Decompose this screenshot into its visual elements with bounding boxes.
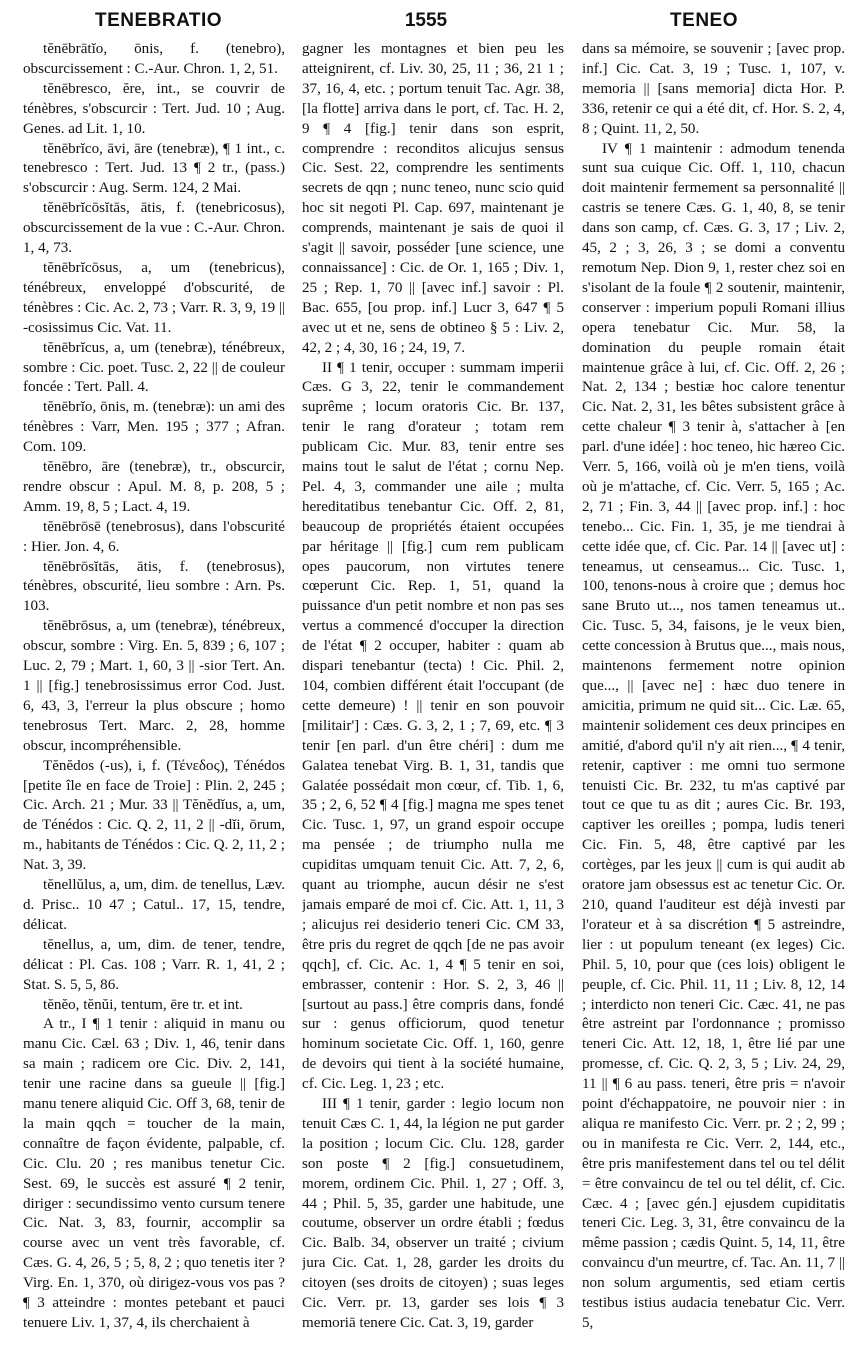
teneo-section-i-continued: gagner les montagnes et bien peu les atteignirent, cf. Liv. 30, 25, 11 ; 36, 21 1 ; 37, 16, 4, etc. ; portum tenuit Tac. Agr. 38, [la flotte] arriva dans le port, cf. Tac. H. 2, 9 ¶ 4 [fig.] tenir dans son esprit, comprendre : reconditos alicujus sensus Cic. Sest. 22, comprendre les sentiments secrets de qqn ; nunc teneo, nunc scio quid hoc sit negoti Pl. Cap. 697, maintenant je comprends, maintenant je sais de quoi il s'agit || savoir, posséder [une science, une connaissance] : Cic. de Or. 1, 165 ; Div. 1, 25 ; Rep. 1, 70 || [avec inf.] savoir : Pl. Bac. 655, [ou prop. inf.] Lucr 3, 647 ¶ 5 avec ut et ne, sens de obtineo § 5 : Liv. 2, 42, 2 ; 4, 30, 16 ; 24, 19, 7. — [302, 41, 564, 356]
entry-teneo: tĕnĕo, tĕnŭi, tentum, ēre tr. et int. — [43, 996, 243, 1013]
column-2 — [302, 40, 564, 1350]
entry-tenedos: Tĕnĕdos (-us), i, f. (Τένεδος), Ténédos [petite île en face de Troie] : Plin. 2, 245 ; Cic. Arch. 21 ; Mur. 33 || Tĕnĕdĭus, a, um, de Ténédos : Cic. Q. 2, 11, 2 || -dĭi, ōrum, m., habitants de Ténédos : Cic. Q. 2, 11, 2 ; Nat. 3, 39. — [23, 757, 285, 874]
entry-tenebrio: tĕnēbrĭo, ōnis, m. (tenebræ): un ami des ténèbres : Varr, Men. 195 ; 377 ; Afran. Com. 109. — [23, 399, 285, 456]
teneo-section-a-i: A tr., I ¶ 1 tenir : aliquid in manu ou manu Cic. Cæl. 63 ; Div. 1, 46, tenir dans sa main ; radicem ore Cic. Div. 2, 141, tenir une racine dans sa gueule || [fig.] manu tenere aliquid Cic. Off 3, 68, tenir de la main qqch = toucher de la main, connaître de façon évidente, palpable, cf. Cic. Clu. 20 ; res manibus tenetur Cic. Sest. 69, le succès est assuré ¶ 2 tenir, diriger : secundissimo vento cursum tenere Cic. Nat. 3, 83, fournir, accomplir sa course avec un vent très favorable, cf. Cæs. G. 4, 26, 5 ; 5, 8, 2 ; quo tenetis iter ? Virg. En. 1, 370, où dirigez-vous vos pas ? ¶ 3 atteindre : montes petebant et pauci tenuere Liv. 1, 37, 4, ils cherchaient à — [23, 1016, 285, 1331]
page-number: 1555 — [404, 10, 448, 31]
entry-tenebro: tĕnēbro, āre (tenebræ), tr., obscurcir, rendre obscur : Apul. M. 8, p. 208, 5 ; Amm. 19, 8, 5 ; Lact. 4, 19. — [23, 459, 285, 515]
entry-tenebrositas: tĕnēbrōsĭtās, ātis, f. (tenebrosus), ténèbres, obscurité, lieu sombre : Arn. Ps. 103. — [23, 558, 285, 615]
left-running-headword: TENEBRATIO — [95, 10, 223, 31]
entry-tenebrosus: tĕnēbrōsus, a, um (tenebræ), ténébreux, obscur, sombre : Virg. En. 5, 839 ; 6, 107 ; Luc. 2, 79 ; Mart. 1, 60, 3 || -sior Tert. An. 1 || [fig.] tenebrosissimus error Cod. Just. 6, 43, 3, l'erreur la plus obscure ; homo tenebrosus Tert. Marc. 2, 28, homme obscur, incompréhensible. — [23, 618, 285, 754]
column-3 — [582, 40, 845, 1350]
entry-tenellus: tĕnellus, a, um, dim. de tener, tendre, délicat : Pl. Cas. 108 ; Varr. R. 1, 41, 2 ; Stat. S. 5, 5, 86. — [23, 936, 285, 993]
entry-tenebratio: tĕnēbrātĭo, ōnis, f. (tenebro), obscurcissement : C.-Aur. Chron. 1, 2, 51. — [23, 41, 285, 77]
entry-tenebricositas: tĕnēbrĭcōsĭtās, ātis, f. (tenebricosus), obscurcissement de la vue : C.-Aur. Chron. 1, 4, 73. — [23, 200, 285, 257]
teneo-section-iii-continued: dans sa mémoire, se souvenir ; [avec prop. inf.] Cic. Cat. 3, 19 ; Tusc. 1, 107, v. memoria || [sans memoria] dicta Hor. P. 336, retenir ce qui a été dit, cf. Hor. S. 2, 4, 8 ; Quint. 11, 2, 50. — [582, 41, 845, 137]
entry-tenebrose: tĕnēbrōsē (tenebrosus), dans l'obscurité : Hier. Jon. 4, 6. — [23, 518, 285, 555]
page-header — [0, 6, 850, 34]
teneo-section-iii: III ¶ 1 tenir, garder : legio locum non tenuit Cæs C. 1, 44, la légion ne put garder la position ; locum Cic. Clu. 128, garder son poste ¶ 2 [fig.] consuetudinem, morem, ordinem Cic. Phil. 1, 27 ; Off. 3, 44 ; Phil. 5, 35, garder une habitude, une coutume, observer un ordre établi ; fœdus Cic. Balb. 34, observer un traité ; civium jura Cic. Cat. 1, 28, garder les droits du citoyen (ses droits de citoyen) ; suas leges Cic. Verr. pr. 13, garder ses lois ¶ 3 memoriā tenere Cic. Cat. 3, 19, garder — [302, 1096, 564, 1331]
entry-tenebresco: tĕnēbresco, ĕre, int., se couvrir de ténèbres, s'obscurcir : Tert. Jud. 10 ; Aug. Genes. ad Lit. 1, 10. — [23, 80, 285, 137]
entry-tenebricosus: tĕnēbrĭcōsus, a, um (tenebricus), ténébreux, enveloppé d'obscurité, de ténèbres : Cic. Ac. 2, 73 ; Varr. R. 3, 9, 19 || -cosissimus Cic. Vat. 11. — [23, 259, 285, 336]
teneo-section-iv: IV ¶ 1 maintenir : admodum tenenda sunt sua cuique Cic. Off. 1, 110, chacun doit maintenir fermement sa personnalité || castris se tenere Cæs. G. 1, 40, 8, se tenir dans son camp, cf. Cæs. G. 3, 17 ; Liv. 2, 45, 2 ; 3, 26, 3 ; se domi a conventu remotum Nep. Dion 9, 1, rester chez soi en s'isolant de la foule ¶ 2 soutenir, maintenir, conserver : imperium populi Romani illius opera tenebatur Cic. Mur. 58, la domination du peuple romain était maintenue grâce à lui, cf. Cic. Off. 2, 26 ; Nat. 2, 134 ; bestiæ hoc calore tenentur Cic. Nat. 2, 31, les bêtes subsistent grâce à cette chaleur ¶ 3 tenir à, s'attacher à [en parl. d'une idée] : hoc teneo, hic hæreo Cic. Verr. 5, 166, voilà où je m'en tiens, voilà où je m'attache, cf. Cic. Verr. 5, 165 ; Ac. 2, 71 ; Fin. 3, 44 || [avec prop. inf.] : hoc tenebo... Cic. Fin. 1, 35, je me tiendrai à cette idée que, cf. Cic. Par. 14 || [avec ut] : teneamus, ut censeamus... Cic. Tusc. 1, 100, tenons-nous à croire que ; demus hoc sane Bruto ut..., nos tamen teneamus ut.. Cic. Tusc. 5, 34, faisons, je le veux bien, cette concession à Brutus que..., mais nous, maintenons fermement notre opinion que..., || [avec ne] : hæc duo tenere in amicitia, primum ne quid sit... Cic. Læ. 65, maintenir solidement ces deux principes en amitié, d'abord qu'il n'y ait rien..., ¶ 4 tenir, retenir, captiver : me omni tuo sermone tenuisti Cic. Br. 232, tu m'as captivé par tout ce que tu as dit ; aures Cic. Br. 193, captiver les oreilles ; pompa, ludis teneri Cic. Fin. 5, 48, être captivé par les cortèges, par les jeux || cum is qui audit ab oratore jam obsessus est ac tenetur Cic. Or. 210, quand l'auditeur est déjà investi par l'orateur et à sa discrétion ¶ 5 astreindre, lier : ut populum teneant (ex leges) Cic. Phil. 5, 10, pour que (ces lois) obligent le peuple, cf. Cic. Phil. 11, 11 ; Liv. 8, 12, 14 ; interdicto non teneri Cic. Cæc. 41, ne pas être astreint par l'ordonnance ; promisso teneri Cic. Att. 12, 18, 1, être lié par une promesse, cf. Cic. Q. 2, 3, 5 ; Liv. 24, 29, 11 || ¶ 6 au pass. teneri, être pris = n'avoir point d'échappatoire, ne pouvoir nier : in aliqua re manifesto Cic. Verr. pr. 2 ; 2, 99 ; ou in manifesta re Cic. Verr. 2, 144, etc., être pris manifestement dans tel ou tel délit = être convaincu de tel ou tel délit, cf. Cic. Cæc. 4 ; [avec gén.] ejusdem cupiditatis teneri Cic. Leg. 3, 31, être convaincu de la même passion ; cædis Quint. 5, 14, 11, être convaincu d'un meurtre, cf. Tac. An. 11, 7 || non solum argumentis, sed etiam certis testibus istius audacia tenebatur Cic. Verr. 5, — [582, 140, 845, 1331]
teneo-section-ii: II ¶ 1 tenir, occuper : summam imperii Cæs. G 3, 22, tenir le commandement suprême ; locum oratoris Cic. Br. 137, tenir le rang d'orateur ; totam rem publicam Cic. Mur. 83, tenir entre ses mains tout le salut de l'état ; cornu Nep. Pel. 4, 3, commander une aile ; multa hereditatibus tenebantur Cic. Off. 2, 81, beaucoup de propriétés étaient occupées par héritage || [fig.] cum rem publicam opes paucorum, non virtutes tenere cœperunt Cic. Rep. 1, 51, quand la puissance d'un petit nombre et non pas ses vertus a commencé d'occuper la direction de l'état ¶ 2 occuper, habiter : quam ab dispari tenebantur (tecta) ! Cic. Phil. 2, 104, combien différent était l'occupant (de cette demeure) ! || tenir en son pouvoir [militair'] : Cæs. G. 3, 2, 1 ; 7, 69, etc. ¶ 3 tenir [en parl. d'un être chéri] : dum me Galatea tenebat Virg. B. 1, 31, tandis que Galatée possédait mon cœur, cf. Tib. 1, 6, 35 ; 2, 6, 52 ¶ 4 [fig.] magna me spes tenet Cic. Tusc. 1, 97, un grand espoir occupe ma pensée ; de triumpho nulla me cupiditas umquam tenuit Cic. Att. 7, 2, 6, quant au triomphe, aucun désir ne s'est jamais emparé de moi cf. Cic. Att. 1, 11, 3 ; alicujus rei desiderio teneri Cic. CM 33, être pris du regret de qqch [de ne pas avoir qqch], cf. Cic. Ac. 1, 4 ¶ 5 tenir en soi, embrasser, contenir : Hor. S. 2, 3, 46 || [surtout au pass.] être compris dans, fondé sur : genus officiorum, quod tenetur hominum societate Cic. Off. 1, 160, genre de devoirs qui tient à la société humaine, cf. Cic. Leg. 1, 23 ; etc. — [302, 359, 564, 1093]
entry-tenebricus: tĕnēbrĭcus, a, um (tenebræ), ténébreux, sombre : Cic. poet. Tusc. 2, 22 || de couleur foncée : Tert. Pall. 4. — [23, 339, 285, 396]
entry-tenebrico: tĕnēbrĭco, āvi, āre (tenebræ), ¶ 1 int., c. tenebresco : Tert. Jud. 13 ¶ 2 tr., (pass.) s'obscurcir : Aug. Serm. 124, 2 Mai. — [23, 140, 285, 197]
right-running-headword: TENEO — [670, 10, 738, 31]
entry-tenellulus: tĕnellŭlus, a, um, dim. de tenellus, Læv. d. Prisc.. 10 47 ; Catul.. 17, 15, tendre, délicat. — [23, 877, 285, 933]
column-1 — [23, 40, 285, 1350]
